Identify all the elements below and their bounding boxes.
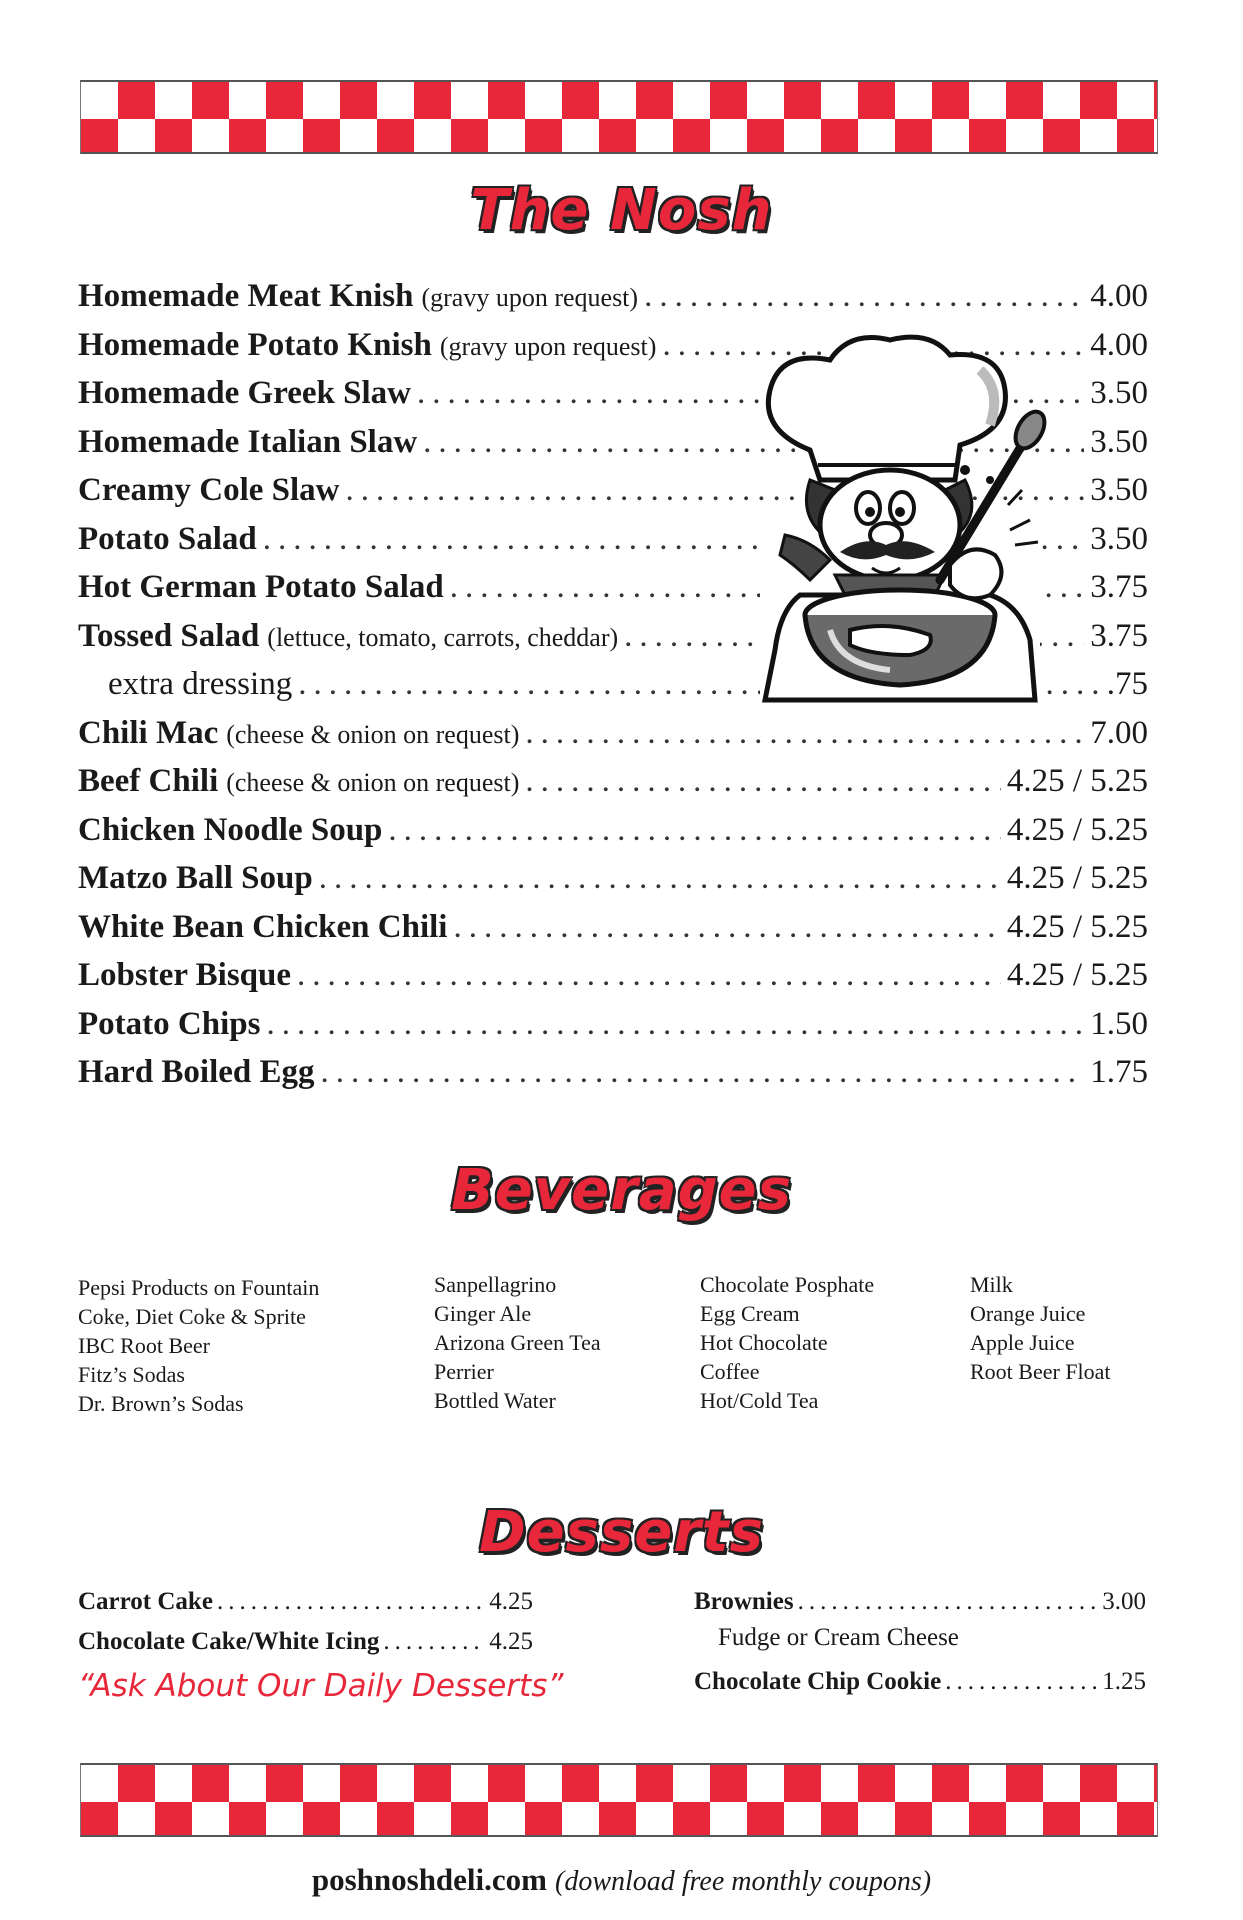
beverage-item: Ginger Ale	[434, 1301, 532, 1326]
checkered-border-bottom	[80, 1763, 1158, 1837]
beverage-item: Arizona Green Tea	[434, 1330, 601, 1355]
menu-item: Matzo Ball Soup ..... 4.25 / 5.25	[78, 860, 1148, 909]
menu-item: Hot German Potato Salad ..... 3.75	[78, 569, 1148, 618]
coupon-note: (download free monthly coupons)	[555, 1866, 932, 1897]
beverage-item: Fitz’s Sodas	[78, 1362, 185, 1387]
menu-item: Beef Chili (cheese & onion on request) ..... 4.25 / 5.25	[78, 763, 1148, 812]
dessert-item: Chocolate Chip Cookie ..... 1.25	[694, 1668, 1146, 1696]
section-title-desserts: Desserts	[479, 1500, 764, 1565]
beverage-item: Orange Juice	[970, 1301, 1086, 1326]
website-link[interactable]: poshnoshdeli.com	[311, 1862, 547, 1897]
dessert-item: Chocolate Cake/White Icing ..... 4.25	[78, 1628, 533, 1656]
beverage-item: Dr. Brown’s Sodas	[78, 1391, 244, 1416]
beverage-column	[700, 1270, 874, 1415]
beverage-item: Coffee	[700, 1359, 760, 1384]
beverage-item: Perrier	[434, 1359, 494, 1384]
beverage-item: IBC Root Beer	[78, 1333, 210, 1358]
beverage-item: Root Beer Float	[970, 1359, 1111, 1384]
checkered-border-top	[80, 80, 1158, 154]
menu-item: Potato Salad ..... 3.50	[78, 521, 1148, 570]
beverage-item: Coke, Diet Coke & Sprite	[78, 1304, 306, 1329]
beverage-item: Chocolate Posphate	[700, 1272, 875, 1297]
beverage-column	[434, 1270, 601, 1415]
menu-item: Creamy Cole Slaw ..... 3.50	[78, 472, 1148, 521]
menu-item: Lobster Bisque ..... 4.25 / 5.25	[78, 957, 1148, 1006]
footer	[0, 1862, 1243, 1898]
menu-item: White Bean Chicken Chili ..... 4.25 / 5.25	[78, 909, 1148, 958]
menu-item: Homemade Greek Slaw ..... 3.50	[78, 375, 1148, 424]
menu-item: Potato Chips ..... 1.50	[78, 1006, 1148, 1055]
beverage-column	[970, 1270, 1111, 1386]
beverage-item: Milk	[970, 1272, 1013, 1297]
menu-item: Homemade Meat Knish (gravy upon request) ..... 4.00	[78, 278, 1148, 327]
dessert-item: Carrot Cake ..... 4.25	[78, 1588, 533, 1616]
beverage-item: Sanpellagrino	[434, 1272, 557, 1297]
beverage-item: Hot/Cold Tea	[700, 1388, 819, 1413]
menu-item: Homemade Potato Knish (gravy upon request) ..... 4.00	[78, 327, 1148, 376]
section-title-nosh: The Nosh	[470, 178, 773, 243]
menu-item: Chicken Noodle Soup ..... 4.25 / 5.25	[78, 812, 1148, 861]
dessert-item: Brownies ..... 3.00	[694, 1588, 1146, 1616]
beverage-item: Egg Cream	[700, 1301, 800, 1326]
menu-item-addon: extra dressing ..... .75	[78, 666, 1148, 715]
beverage-item: Apple Juice	[970, 1330, 1075, 1355]
beverage-item: Hot Chocolate	[700, 1330, 828, 1355]
beverage-item: Bottled Water	[434, 1388, 556, 1413]
daily-desserts-note: “Ask About Our Daily Desserts”	[78, 1668, 564, 1704]
beverage-item: Pepsi Products on Fountain	[78, 1275, 320, 1300]
menu-item: Tossed Salad (lettuce, tomato, carrots, cheddar) ..... 3.75	[78, 618, 1148, 667]
menu-item: Chili Mac (cheese & onion on request) ..... 7.00	[78, 715, 1148, 764]
menu-item: Hard Boiled Egg ..... 1.75	[78, 1054, 1148, 1103]
menu-item: Homemade Italian Slaw ..... 3.50	[78, 424, 1148, 473]
section-title-beverages: Beverages	[451, 1158, 792, 1223]
brownies-options: Fudge or Cream Cheese	[718, 1624, 959, 1651]
beverage-column	[78, 1273, 319, 1418]
chef-icon	[740, 330, 1060, 710]
